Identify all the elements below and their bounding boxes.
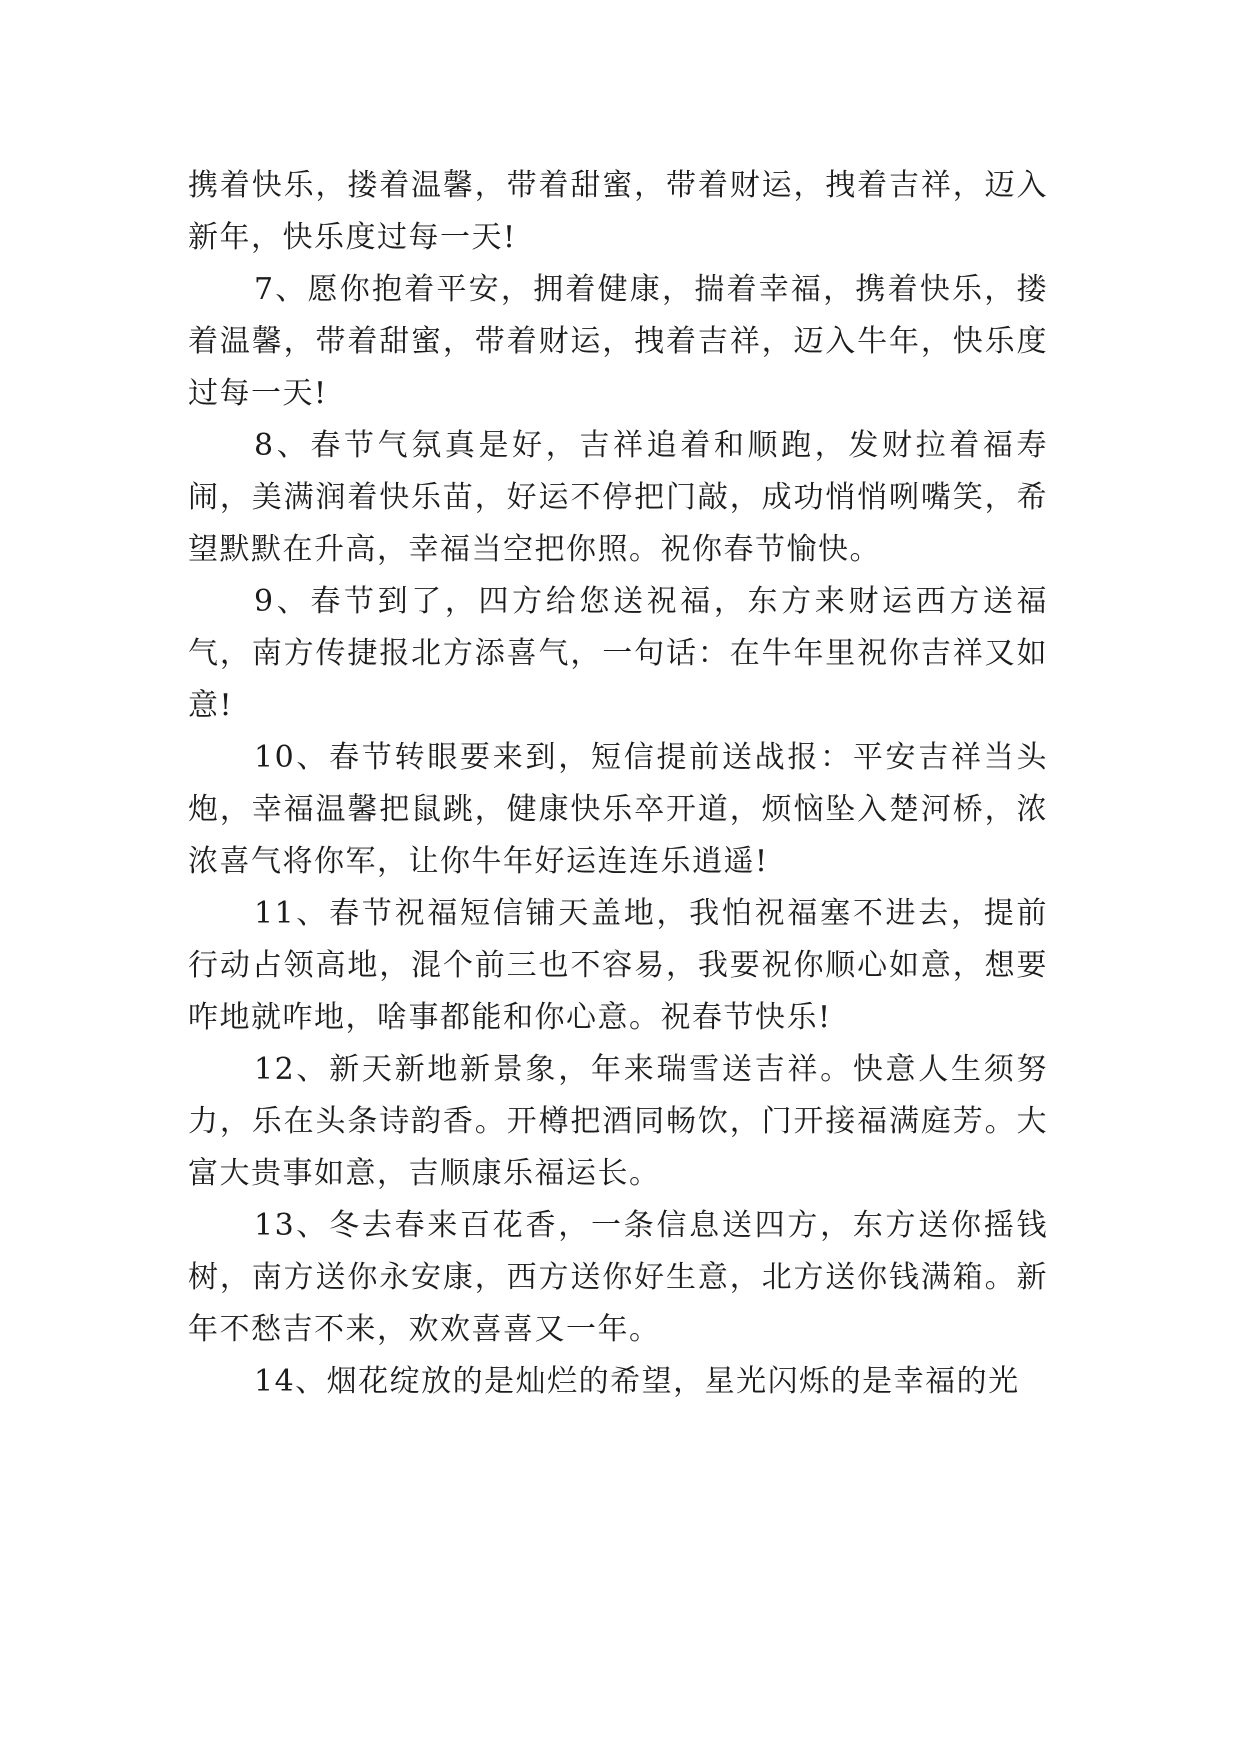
paragraph-item-13: 13、冬去春来百花香，一条信息送四方，东方送你摇钱树，南方送你永安康，西方送你好生意，北方送你钱满箱。新年不愁吉不来，欢欢喜喜又一年。 [188, 1208, 1048, 1347]
paragraph-item-7: 7、愿你抱着平安，拥着健康，揣着幸福，携着快乐，搂着温馨，带着甜蜜，带着财运，拽着吉祥，迈入牛年，快乐度过每一天! [188, 272, 1048, 411]
paragraph-item-12: 12、新天新地新景象，年来瑞雪送吉祥。快意人生须努力，乐在头条诗韵香。开樽把酒同畅饮，门开接福满庭芳。大富大贵事如意，吉顺康乐福运长。 [188, 1052, 1048, 1191]
document-body [188, 160, 1048, 1408]
paragraph-continuation: 携着快乐，搂着温馨，带着甜蜜，带着财运，拽着吉祥，迈入新年，快乐度过每一天! [188, 168, 1048, 255]
paragraph-item-8: 8、春节气氛真是好，吉祥追着和顺跑，发财拉着福寿闹，美满润着快乐苗，好运不停把门敲，成功悄悄咧嘴笑，希望默默在升高，幸福当空把你照。祝你春节愉快。 [188, 428, 1048, 567]
paragraph-item-11: 11、春节祝福短信铺天盖地，我怕祝福塞不进去，提前行动占领高地，混个前三也不容易，我要祝你顺心如意，想要咋地就咋地，啥事都能和你心意。祝春节快乐! [188, 896, 1048, 1035]
paragraph-item-9: 9、春节到了，四方给您送祝福，东方来财运西方送福气，南方传捷报北方添喜气，一句话：在牛年里祝你吉祥又如意! [188, 584, 1048, 723]
paragraph-item-10: 10、春节转眼要来到，短信提前送战报：平安吉祥当头炮，幸福温馨把鼠跳，健康快乐卒开道，烦恼坠入楚河桥，浓浓喜气将你军，让你牛年好运连连乐逍遥! [188, 740, 1048, 879]
paragraph-item-14: 14、烟花绽放的是灿烂的希望，星光闪烁的是幸福的光 [254, 1364, 1020, 1399]
